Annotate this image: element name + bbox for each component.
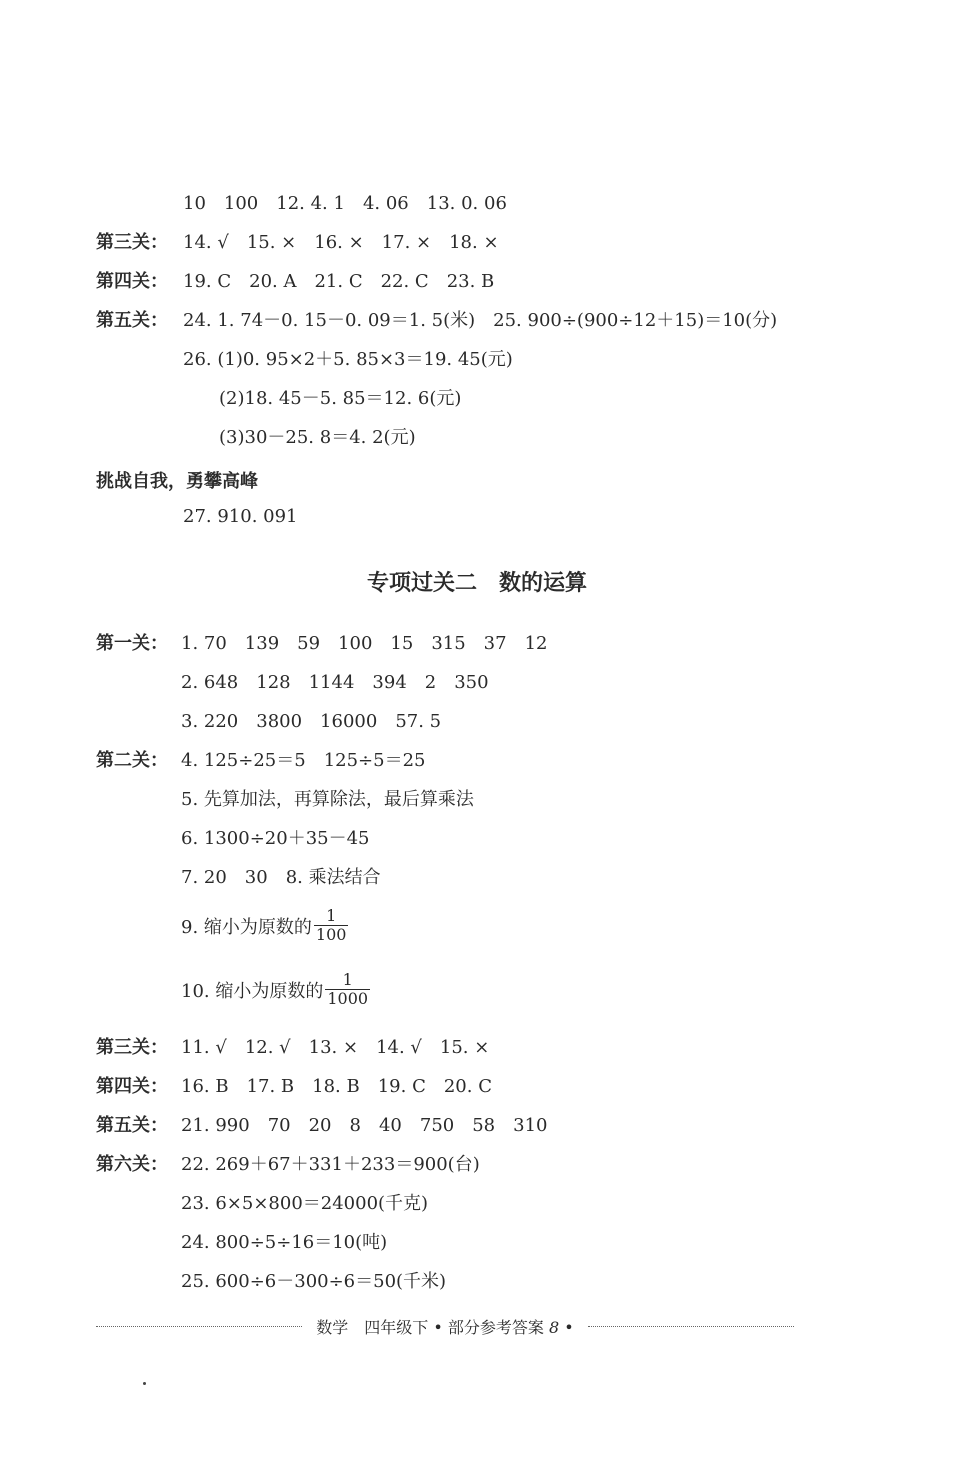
answer-line: 21. 990 70 20 8 40 750 58 310 (181, 1115, 548, 1136)
answer-line: 6. 1300÷20＋35－45 (181, 828, 370, 849)
fraction (314, 907, 349, 944)
answer-line: 4. 125÷25＝5 125÷5＝25 (181, 750, 426, 771)
fraction-denominator: 1000 (327, 989, 369, 1008)
answer-line: 23. 6×5×800＝24000(千克) (181, 1193, 429, 1214)
section-label-6: 第六关： (96, 1154, 168, 1175)
section-label-2: 第二关： (96, 750, 168, 771)
answer-line: 19. C 20. A 21. C 22. C 23. B (183, 271, 495, 292)
footer-text (302, 1315, 587, 1338)
answer-line: 2. 648 128 1144 394 2 350 (181, 672, 489, 693)
footer-divider-right (588, 1326, 794, 1327)
section-label-3: 第三关： (96, 1037, 168, 1058)
answer-line: 22. 269＋67＋331＋233＝900(台) (181, 1154, 480, 1175)
fraction-numerator: 1 (342, 970, 353, 989)
answer-line: 14. √ 15. × 16. × 17. × 18. × (183, 232, 499, 253)
footer-label: 数学 四年级下 • 部分参考答案 (316, 1317, 549, 1337)
answer-line: 7. 20 30 8. 乘法结合 (181, 867, 381, 888)
fraction-numerator: 1 (326, 906, 337, 925)
page-footer (96, 1314, 794, 1338)
answer-line: 25. 600÷6－300÷6＝50(千米) (181, 1271, 447, 1292)
section-title: 专项过关二 数的运算 (366, 570, 587, 596)
footer-divider-left (96, 1326, 302, 1327)
answer-line: 5. 先算加法，再算除法，最后算乘法 (181, 789, 474, 810)
answer-line: 3. 220 3800 16000 57. 5 (181, 711, 442, 732)
answer-text: 10. 缩小为原数的 (181, 980, 324, 1002)
answer-line: 11. √ 12. √ 13. × 14. √ 15. × (181, 1037, 490, 1058)
page-number: 8 (549, 1317, 560, 1337)
section-label-5: 第五关： (96, 310, 168, 331)
section-label-4: 第四关： (96, 271, 168, 292)
answer-text: 9. 缩小为原数的 (181, 916, 312, 938)
answer-line: 24. 1. 74－0. 15－0. 09＝1. 5(米) 25. 900÷(900÷12＋15)＝10(分) (183, 310, 778, 331)
answer-line: 27. 910. 091 (183, 506, 298, 527)
answer-line: 16. B 17. B 18. B 19. C 20. C (181, 1076, 492, 1097)
answer-line: 26. (1)0. 95×2＋5. 85×3＝19. 45(元) (183, 349, 513, 370)
section-label-3: 第三关： (96, 232, 168, 253)
answer-line: (3)30－25. 8＝4. 2(元) (219, 427, 416, 448)
answer-line-fraction (181, 907, 348, 944)
answer-line: 10 100 12. 4. 1 4. 06 13. 0. 06 (183, 193, 507, 214)
section-label-1: 第一关： (96, 633, 168, 654)
answer-line: 1. 70 139 59 100 15 315 37 12 (181, 633, 548, 654)
challenge-heading: 挑战自我，勇攀高峰 (96, 471, 258, 492)
section-label-5: 第五关： (96, 1115, 168, 1136)
scan-speck (143, 1382, 146, 1385)
footer-bullet: • (559, 1317, 574, 1337)
fraction-denominator: 100 (315, 925, 347, 944)
answer-line: 24. 800÷5÷16＝10(吨) (181, 1232, 388, 1253)
answer-line: (2)18. 45－5. 85＝12. 6(元) (219, 388, 462, 409)
fraction (325, 971, 370, 1008)
section-label-4: 第四关： (96, 1076, 168, 1097)
answer-line-fraction (181, 971, 370, 1008)
